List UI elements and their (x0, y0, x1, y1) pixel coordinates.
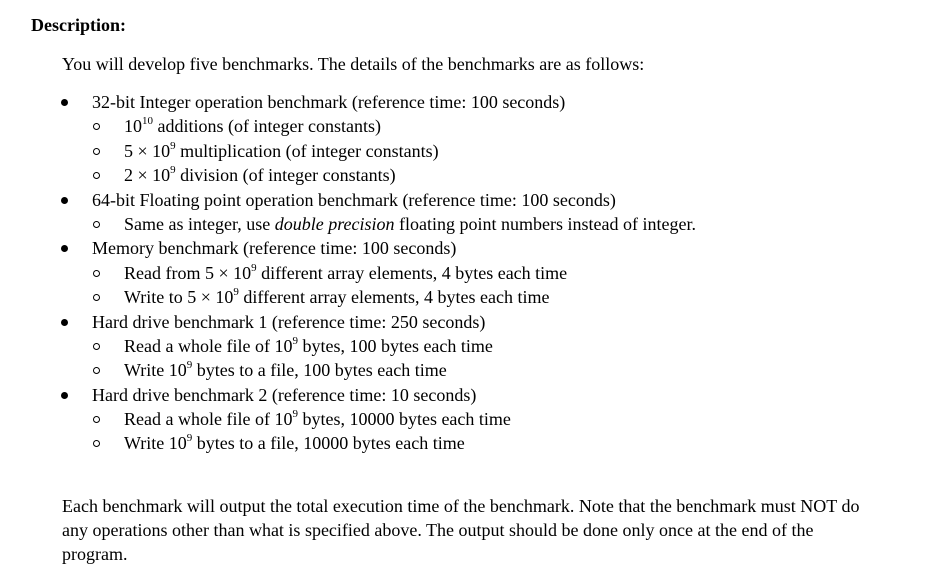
benchmark-detail (62, 114, 902, 138)
detail-text: Write 10 (124, 360, 187, 381)
circle-bullet-icon (93, 416, 100, 423)
detail-text: bytes to a file, 10000 bytes each time (192, 433, 465, 454)
detail-text: Read a whole file of 10 (124, 409, 293, 430)
detail-text: additions (of integer constants) (153, 116, 381, 137)
detail-text: division (of integer constants) (175, 165, 396, 186)
circle-bullet-icon (93, 294, 100, 301)
circle-bullet-icon (93, 148, 100, 155)
benchmark-title: Memory benchmark (reference time: 100 seconds) (92, 238, 457, 259)
detail-text: 10 (124, 116, 142, 137)
circle-bullet-icon (93, 123, 100, 130)
detail-text: 5 × 10 (124, 140, 171, 161)
benchmark-detail (62, 431, 902, 455)
circle-bullet-icon (93, 270, 100, 277)
benchmark-detail (62, 334, 902, 358)
detail-text: different array elements, 4 bytes each time (256, 262, 568, 283)
benchmark-title: 64-bit Floating point operation benchmark (reference time: 100 seconds) (92, 189, 616, 210)
circle-bullet-icon (93, 343, 100, 350)
benchmark-detail (62, 285, 902, 309)
exponent: 9 (292, 408, 298, 421)
benchmark-list (62, 90, 902, 456)
closing-paragraph: Each benchmark will output the total execution time of the benchmark. Note that the benchmark must NOT do any operations other than what is specified above. The output should be done only once at the end of the program. (62, 496, 860, 564)
detail-text: Read a whole file of 10 (124, 335, 293, 356)
benchmark-title: Hard drive benchmark 2 (reference time: 10 seconds) (92, 384, 477, 405)
exponent: 10 (142, 115, 153, 128)
benchmark-item (62, 383, 902, 407)
exponent: 9 (251, 261, 257, 274)
benchmark-detail (62, 139, 902, 163)
circle-bullet-icon (93, 367, 100, 374)
bullet-icon (61, 245, 68, 252)
bullet-icon (61, 197, 68, 204)
detail-text: Write to 5 × 10 (124, 287, 234, 308)
benchmark-detail (62, 407, 902, 431)
benchmark-item (62, 310, 902, 334)
benchmark-item (62, 236, 902, 260)
detail-text: multiplication (of integer constants) (175, 140, 439, 161)
description-heading: Description: (31, 15, 126, 35)
benchmark-detail (62, 358, 902, 382)
benchmark-item (62, 188, 902, 212)
circle-bullet-icon (93, 221, 100, 228)
circle-bullet-icon (93, 440, 100, 447)
detail-text: Write 10 (124, 433, 187, 454)
detail-text: different array elements, 4 bytes each time (238, 287, 550, 308)
intro-paragraph: You will develop five benchmarks. The details of the benchmarks are as follows: (62, 54, 645, 74)
benchmark-title: Hard drive benchmark 1 (reference time: 250 seconds) (92, 311, 486, 332)
benchmark-title: 32-bit Integer operation benchmark (reference time: 100 seconds) (92, 92, 566, 112)
benchmark-detail (62, 261, 902, 285)
exponent: 9 (292, 334, 298, 347)
benchmark-detail (62, 212, 902, 236)
detail-text: floating point numbers instead of integer. (394, 213, 696, 234)
exponent: 9 (170, 139, 176, 152)
detail-text: bytes, 100 bytes each time (297, 335, 493, 356)
bullet-icon (61, 99, 68, 106)
detail-text: Same as integer, use (124, 213, 275, 234)
exponent: 9 (186, 432, 193, 445)
emphasis-text: double precision (274, 213, 395, 234)
detail-text: bytes, 10000 bytes each time (297, 409, 511, 430)
exponent: 9 (186, 359, 193, 372)
exponent: 9 (170, 164, 176, 177)
bullet-icon (61, 319, 68, 326)
benchmark-item (62, 90, 902, 114)
bullet-icon (61, 392, 68, 399)
detail-text: 2 × 10 (124, 165, 171, 186)
detail-text: Read from 5 × 10 (124, 262, 252, 283)
benchmark-detail (62, 163, 902, 187)
detail-text: bytes to a file, 100 bytes each time (192, 360, 447, 381)
exponent: 9 (233, 286, 239, 299)
circle-bullet-icon (93, 172, 100, 179)
